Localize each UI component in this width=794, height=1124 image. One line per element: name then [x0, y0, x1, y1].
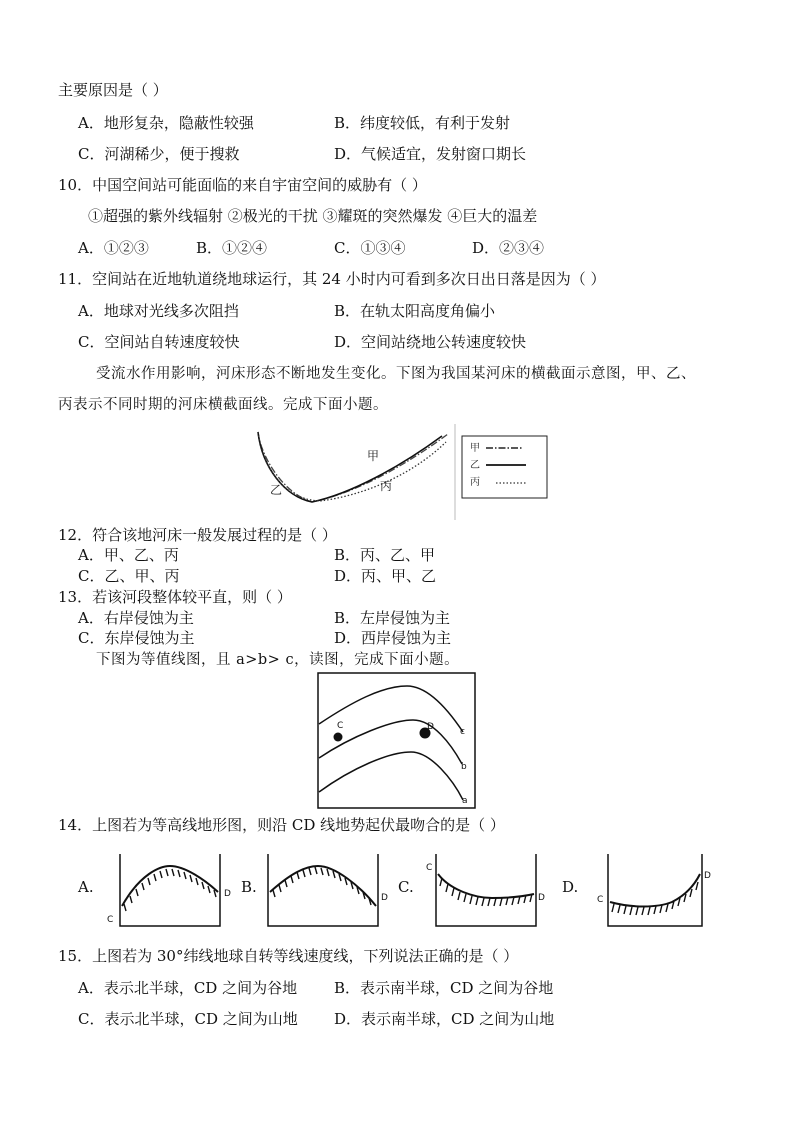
q11-option-b: B．在轨太阳高度角偏小 — [334, 302, 496, 320]
q14-option-d-label: D. — [562, 878, 579, 896]
river-label-yi: 乙 — [270, 483, 283, 497]
q9-option-a: A．地形复杂，隐蔽性较强 — [78, 114, 254, 132]
q10-option-b: B．①②④ — [196, 239, 268, 257]
q10-stem: 10．中国空间站可能面临的来自宇宙空间的威胁有（ ） — [58, 176, 427, 194]
q14-profile-d — [592, 852, 722, 928]
q13-option-a: A．右岸侵蚀为主 — [78, 609, 194, 627]
q14-profile-b — [260, 852, 390, 928]
profile-b-d: D — [381, 893, 388, 903]
q15-stem: 15．上图若为 30°纬线地球自转等线速度线，下列说法正确的是（ ） — [58, 947, 519, 965]
q13-option-c: C．东岸侵蚀为主 — [78, 629, 195, 647]
q15-option-a: A．表示北半球，CD 之间为谷地 — [78, 979, 298, 997]
q12-option-a: A．甲、乙、丙 — [78, 546, 179, 564]
isoline-label-a: a — [462, 796, 468, 806]
q15-option-d: D．表示南半球，CD 之间为山地 — [334, 1010, 555, 1028]
isoline-label-b: b — [461, 762, 467, 772]
q14-stem: 14．上图若为等高线地形图，则沿 CD 线地势起伏最吻合的是（ ） — [58, 816, 505, 834]
legend-label-yi: 乙 — [470, 460, 480, 471]
river-label-jia: 甲 — [367, 449, 380, 463]
profile-a-hatch — [124, 869, 216, 911]
passage-isoline: 下图为等值线图，且 a>b> c，读图，完成下面小题。 — [96, 652, 460, 668]
profile-d-line — [610, 874, 700, 907]
q12-stem: 12．符合该地河床一般发展过程的是（ ） — [58, 526, 337, 544]
q13-option-b: B．左岸侵蚀为主 — [334, 609, 451, 627]
isoline-frame — [318, 673, 475, 808]
q12-option-b: B．丙、乙、甲 — [334, 546, 436, 564]
q9-stem-tail: 主要原因是（ ） — [58, 81, 168, 99]
q13-stem: 13．若该河段整体较平直，则（ ） — [58, 588, 292, 606]
isoline-figure — [317, 672, 477, 810]
profile-c-c: C — [426, 863, 433, 873]
q14-option-b-label: B. — [241, 878, 257, 896]
river-label-bing: 丙 — [380, 479, 393, 493]
passage-river-line2: 丙表示不同时期的河床横截面线。完成下面小题。 — [58, 397, 388, 413]
profile-a-d: D — [224, 889, 231, 899]
profile-c-d: D — [538, 893, 545, 903]
profile-c-hatch — [440, 878, 532, 906]
passage-river-line1: 受流水作用影响，河床形态不断地发生变化。下图为我国某河床的横截面示意图，甲、乙、 — [96, 366, 696, 382]
q15-option-c: C．表示北半球，CD 之间为山地 — [78, 1010, 298, 1028]
river-curve-bing — [258, 432, 446, 501]
q10-items: ①超强的紫外线辐射 ②极光的干扰 ③耀斑的突然爆发 ④巨大的温差 — [88, 207, 538, 225]
profile-a-frame — [120, 854, 220, 926]
q14-option-a-label: A. — [78, 878, 94, 896]
q15-option-b: B．表示南半球，CD 之间为谷地 — [334, 979, 554, 997]
q14-profile-c — [420, 852, 550, 928]
q10-option-c: C．①③④ — [334, 239, 406, 257]
legend-label-jia: 甲 — [470, 443, 480, 454]
isoline-label-c: c — [460, 727, 465, 737]
q13-option-d: D．西岸侵蚀为主 — [334, 629, 452, 647]
profile-c-frame — [436, 854, 536, 926]
point-d-label: D — [427, 722, 434, 732]
point-c-marker — [334, 733, 343, 742]
point-c-label: C — [337, 721, 344, 731]
q11-option-c: C．空间站自转速度较快 — [78, 333, 240, 351]
q11-option-a: A．地球对光线多次阻挡 — [78, 302, 239, 320]
profile-a-c: C — [107, 915, 114, 925]
river-curve-jia — [258, 432, 448, 502]
profile-d-d: D — [704, 871, 711, 881]
q14-profile-a — [100, 852, 230, 928]
profile-d-c: C — [597, 895, 604, 905]
legend-label-bing: 丙 — [470, 477, 480, 488]
q9-option-b: B．纬度较低，有利于发射 — [334, 114, 511, 132]
q10-option-a: A．①②③ — [78, 239, 149, 257]
q9-option-c: C．河湖稀少，便于搜救 — [78, 145, 240, 163]
q9-option-d: D．气候适宜，发射窗口期长 — [334, 145, 527, 163]
q12-option-c: C．乙、甲、丙 — [78, 567, 180, 585]
q14-option-c-label: C. — [398, 878, 414, 896]
river-curve-yi — [258, 432, 442, 502]
profile-d-hatch — [612, 882, 698, 915]
q12-option-d: D．丙、甲、乙 — [334, 567, 437, 585]
q10-option-d: D．②③④ — [472, 239, 545, 257]
q11-option-d: D．空间站绕地公转速度较快 — [334, 333, 527, 351]
q11-stem: 11．空间站在近地轨道绕地球运行，其 24 小时内可看到多次日出日落是因为（ ） — [58, 270, 606, 288]
profile-b-line — [270, 866, 376, 906]
river-cross-section-figure — [250, 422, 550, 522]
